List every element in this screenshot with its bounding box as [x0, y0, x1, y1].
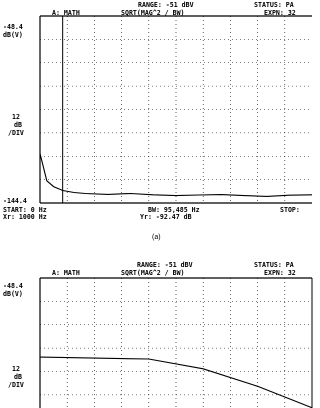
scale-div: /DIV [8, 129, 24, 137]
scale-unit: dB [14, 373, 22, 381]
scale-value: 12 [12, 365, 20, 373]
expn-label: EXPN: 32 [264, 269, 296, 277]
function-label: SQRT(MAG^2 / BW) [121, 269, 185, 277]
status-label: STATUS: PA [254, 1, 294, 9]
y-bottom-value: -144.4 [3, 197, 27, 205]
expn-label: EXPN: 32 [264, 9, 296, 17]
spectrum-plot-b [0, 240, 312, 408]
spectrum-trace [40, 154, 312, 197]
xr-label: Xr: 1000 Hz [3, 213, 47, 221]
status-label: STATUS: PA [254, 261, 294, 269]
mode-label: A: MATH [52, 9, 80, 17]
stop-label: STOP: [280, 206, 300, 214]
scale-div: /DIV [8, 381, 24, 389]
mode-label: A: MATH [52, 269, 80, 277]
start-label: START: 0 Hz [3, 206, 47, 214]
caption-a: (a) [152, 234, 161, 241]
y-top-value: -48.4 [3, 23, 23, 31]
y-top-value: -48.4 [3, 282, 23, 290]
yr-label: Yr: -92.47 dB [140, 213, 192, 221]
y-top-unit: dB(V) [3, 290, 23, 298]
function-label: SQRT(MAG^2 / BW) [121, 9, 185, 17]
scale-value: 12 [12, 113, 20, 121]
y-top-unit: dB(V) [3, 31, 23, 39]
scale-unit: dB [14, 121, 22, 129]
range-label: RANGE: -51 dBV [138, 1, 194, 9]
bw-label: BW: 95,485 Hz [148, 206, 200, 214]
range-label: RANGE: -51 dBV [137, 261, 193, 269]
